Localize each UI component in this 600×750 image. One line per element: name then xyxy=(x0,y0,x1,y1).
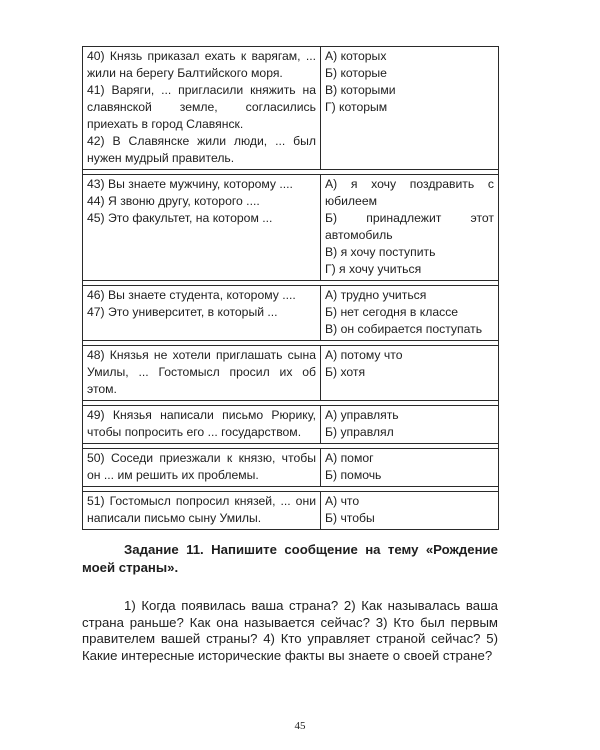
question-text: 47) Это университет, в который ... xyxy=(87,305,278,319)
answer-option: А) я хочу поздравить с юбилеем xyxy=(325,177,494,208)
question-cell xyxy=(83,47,321,170)
answer-option: Б) помочь xyxy=(325,468,382,482)
answer-option: В) он собирается поступать xyxy=(325,322,483,336)
answer-option: Б) принадлежит этот автомобиль xyxy=(325,211,494,242)
answer-option: А) трудно учиться xyxy=(325,288,427,302)
table-row xyxy=(83,47,499,170)
question-cell xyxy=(83,492,321,530)
answer-option: Б) хотя xyxy=(325,365,366,379)
answer-cell xyxy=(321,406,499,444)
answer-cell xyxy=(321,286,499,341)
table-row xyxy=(83,175,499,281)
page-number: 45 xyxy=(294,720,306,732)
answer-cell xyxy=(321,492,499,530)
answer-option: Б) нет сегодня в классе xyxy=(325,305,459,319)
table-row xyxy=(83,492,499,530)
question-text: 42) В Славянске жили люди, ... был нужен мудрый правитель. xyxy=(87,134,316,165)
answer-option: А) потому что xyxy=(325,348,403,362)
answer-option: Б) чтобы xyxy=(325,511,375,525)
answer-option: Б) управлял xyxy=(325,425,394,439)
answer-cell xyxy=(321,346,499,401)
task-body: 1) Когда появилась ваша страна? 2) Как называлась ваша страна раньше? Как она называется сейчас? 3) Кто был первым правителем вашей страны? 4) Кто управляет страной сейчас? 5) Какие интересные исторические факты вы знаете о своей стране? xyxy=(82,598,498,663)
answer-cell xyxy=(321,175,499,281)
question-cell xyxy=(83,175,321,281)
table-row xyxy=(83,406,499,444)
question-cell xyxy=(83,406,321,444)
answer-option: Г) которым xyxy=(325,100,388,114)
answer-option: В) я хочу поступить xyxy=(325,245,436,259)
task-heading: Задание 11. Напишите сообщение на тему «Рождение моей страны». xyxy=(82,542,498,575)
question-text: 45) Это факультет, на котором ... xyxy=(87,211,273,225)
answer-option: А) помог xyxy=(325,451,374,465)
answer-option: А) что xyxy=(325,494,360,508)
question-text: 43) Вы знаете мужчину, которому .... xyxy=(87,177,293,191)
question-text: 51) Гостомысл попросил князей, ... они написали письмо сыну Умилы. xyxy=(87,494,316,525)
table-row xyxy=(83,449,499,487)
answer-option: В) которыми xyxy=(325,83,396,97)
answer-option: Г) я хочу учиться xyxy=(325,262,422,276)
answer-cell xyxy=(321,47,499,170)
question-cell xyxy=(83,346,321,401)
question-cell xyxy=(83,449,321,487)
question-text: 48) Князья не хотели приглашать сына Умилы, ... Гостомысл просил их об этом. xyxy=(87,348,316,396)
question-text: 49) Князья написали письмо Рюрику, чтобы попросить его ... государством. xyxy=(87,408,316,439)
table-row xyxy=(83,346,499,401)
answer-option: А) которых xyxy=(325,49,387,63)
table-row xyxy=(83,286,499,341)
answer-option: А) управлять xyxy=(325,408,399,422)
question-text: 44) Я звоню другу, которого .... xyxy=(87,194,260,208)
answer-option: Б) которые xyxy=(325,66,387,80)
table-body xyxy=(83,47,499,530)
answer-cell xyxy=(321,449,499,487)
question-text: 40) Князь приказал ехать к варягам, ... жили на берегу Балтийского моря. xyxy=(87,49,316,80)
question-text: 50) Соседи приезжали к князю, чтобы он ... им решить их проблемы. xyxy=(87,451,316,482)
question-cell xyxy=(83,286,321,341)
question-text: 46) Вы знаете студента, которому .... xyxy=(87,288,296,302)
exercise-table xyxy=(82,46,499,530)
question-text: 41) Варяги, ... пригласили княжить на славянской земле, согласились приехать в город Славянск. xyxy=(87,83,316,131)
